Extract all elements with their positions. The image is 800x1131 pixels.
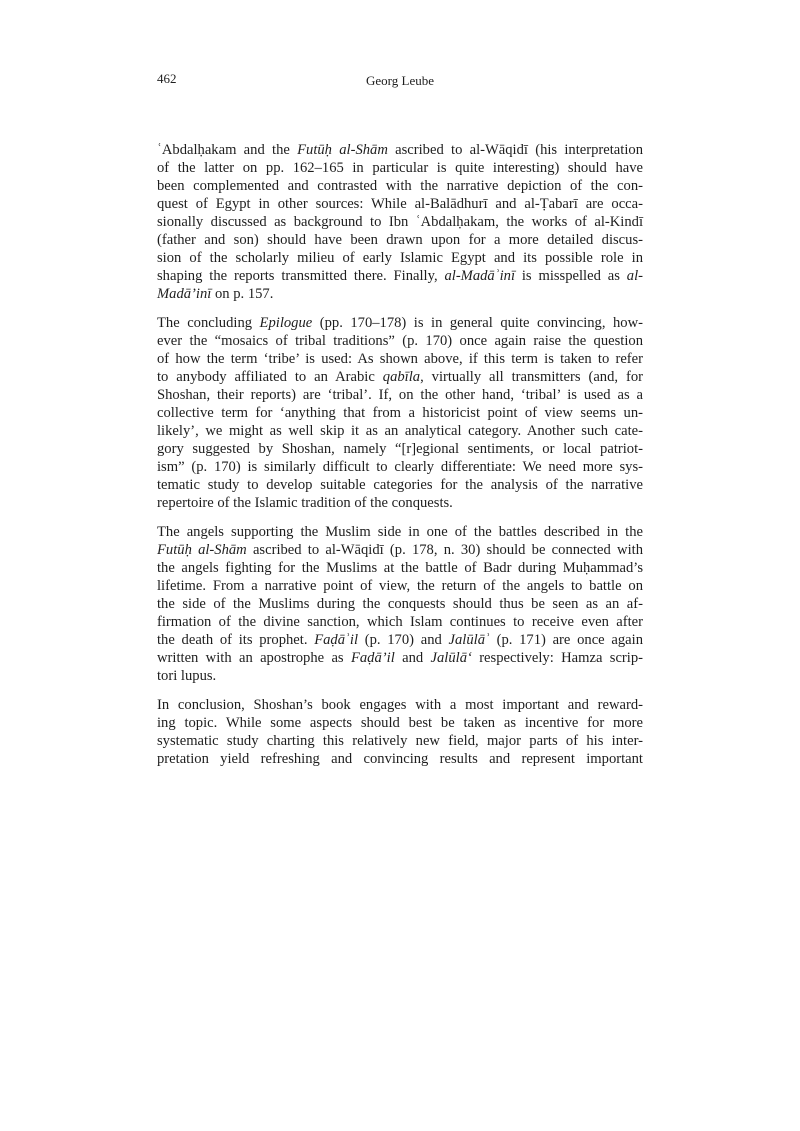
text-run: tematic study to develop suitable categories for the analysis of the narrative — [157, 477, 643, 493]
text-run: systematic study charting this relatively new field, major parts of his inter- — [157, 733, 643, 749]
text-run: ing topic. While some aspects should best be taken as incentive for more — [157, 715, 643, 731]
text-run: pretation yield refreshing and convincing results and represent important — [157, 751, 643, 767]
text-line — [157, 595, 643, 613]
text-run: (p. 170) and — [358, 632, 449, 648]
italic-title: Jalūlā‘ — [430, 650, 472, 666]
text-run: of the latter on pp. 162–165 in particular is quite interesting) should have — [157, 160, 643, 176]
text-line — [157, 332, 643, 350]
text-line — [157, 159, 643, 177]
text-run: of how the term ‘tribe’ is used: As shown above, if this term is taken to refer — [157, 351, 643, 367]
italic-title: qabīla — [382, 369, 421, 385]
italic-title: Faḍā’il — [350, 650, 395, 666]
text-line — [157, 404, 643, 422]
text-run: (p. 171) are once again — [489, 632, 643, 648]
text-line — [157, 141, 643, 159]
text-line — [157, 631, 643, 649]
text-run: (father and son) should have been drawn upon for a more detailed discus- — [157, 232, 643, 248]
text-run: the angels fighting for the Muslims at the battle of Badr during Muḥammad’s — [157, 560, 643, 576]
text-line — [157, 350, 643, 368]
text-line — [157, 613, 643, 631]
text-line — [157, 523, 643, 541]
text-run: is misspelled as — [515, 268, 627, 284]
text-run: lifetime. From a narrative point of view, the return of the angels to battle on — [157, 578, 643, 594]
text-line — [157, 541, 643, 559]
text-run: ascribed to al-Wāqidī (p. 178, n. 30) should be connected with — [246, 542, 643, 558]
text-line — [157, 213, 643, 231]
text-line — [157, 649, 643, 667]
paragraph — [157, 141, 643, 303]
page-number: 462 — [157, 71, 177, 86]
text-line — [157, 559, 643, 577]
italic-title: Futūḥ al-Shām — [157, 542, 247, 558]
text-run: likely’, we might as well skip it as an analytical category. Another such cate- — [157, 423, 643, 439]
italic-title: Madā’inī — [157, 286, 212, 302]
text-line — [157, 494, 643, 512]
text-run: ever the “mosaics of tribal traditions” (p. 170) once again raise the question — [157, 333, 643, 349]
text-line — [157, 177, 643, 195]
text-line — [157, 368, 643, 386]
text-line — [157, 458, 643, 476]
text-line — [157, 249, 643, 267]
text-run: respectively: Hamza scrip- — [471, 650, 643, 666]
paragraph — [157, 523, 643, 685]
text-run: In conclusion, Shoshan’s book engages with a most important and reward- — [157, 697, 643, 713]
italic-title: Faḍāʾil — [314, 632, 358, 648]
text-line — [157, 195, 643, 213]
text-line — [157, 440, 643, 458]
text-line — [157, 285, 643, 303]
text-line — [157, 386, 643, 404]
italic-title: Futūḥ al-Shām — [297, 142, 388, 158]
text-run: , virtually all transmitters (and, for — [420, 369, 644, 385]
text-line — [157, 750, 643, 768]
text-run: ascribed to al-Wāqidī (his interpretation — [387, 142, 643, 158]
text-run: gory suggested by Shoshan, namely “[r]egional sentiments, or local patriot- — [157, 441, 643, 457]
text-run: ʿAbdalḥakam and the — [157, 142, 298, 158]
text-run: tori lupus. — [157, 668, 217, 684]
paragraph — [157, 314, 643, 512]
italic-title: al- — [626, 268, 643, 284]
body-text — [157, 141, 643, 779]
text-run: collective term for ‘anything that from a historicist point of view seems un- — [157, 405, 643, 421]
running-head-author: Georg Leube — [366, 73, 434, 88]
text-line — [157, 267, 643, 285]
text-line — [157, 422, 643, 440]
text-line — [157, 732, 643, 750]
text-run: the side of the Muslims during the conquests should thus be seen as an af- — [157, 596, 643, 612]
italic-title: Epilogue — [259, 315, 313, 331]
text-run: been complemented and contrasted with the narrative depiction of the con- — [157, 178, 643, 194]
text-run: ism” (p. 170) is similarly difficult to clearly differentiate: We need more sys- — [157, 459, 643, 475]
text-line — [157, 696, 643, 714]
paragraph — [157, 696, 643, 768]
text-run: on p. 157. — [211, 286, 274, 302]
text-run: (pp. 170–178) is in general quite convincing, how- — [312, 315, 643, 331]
text-run: quest of Egypt in other sources: While al-Balādhurī and al-Ṭabarī are occa- — [157, 196, 643, 212]
text-run: repertoire of the Islamic tradition of the conquests. — [157, 495, 453, 511]
italic-title: al-Madāʾinī — [444, 268, 515, 284]
text-line — [157, 667, 643, 685]
text-run: the death of its prophet. — [157, 632, 315, 648]
text-line — [157, 577, 643, 595]
text-line — [157, 314, 643, 332]
text-run: sionally discussed as background to Ibn ʿAbdalḥakam, the works of al-Kindī — [157, 214, 643, 230]
italic-title: Jalūlāʾ — [448, 632, 490, 648]
text-run: sion of the scholarly milieu of early Islamic Egypt and its possible role in — [157, 250, 643, 266]
text-run: The angels supporting the Muslim side in one of the battles described in the — [157, 524, 643, 540]
text-run: firmation of the divine sanction, which Islam continues to receive even after — [157, 614, 643, 630]
text-line — [157, 476, 643, 494]
text-run: written with an apostrophe as — [157, 650, 351, 666]
text-run: The concluding — [157, 315, 260, 331]
text-run: to anybody affiliated to an Arabic — [157, 369, 383, 385]
text-line — [157, 714, 643, 732]
text-run: and — [394, 650, 431, 666]
text-run: shaping the reports transmitted there. Finally, — [157, 268, 445, 284]
text-line — [157, 231, 643, 249]
text-run: Shoshan, their reports) are ‘tribal’. If, on the other hand, ‘tribal’ is used as a — [157, 387, 643, 403]
